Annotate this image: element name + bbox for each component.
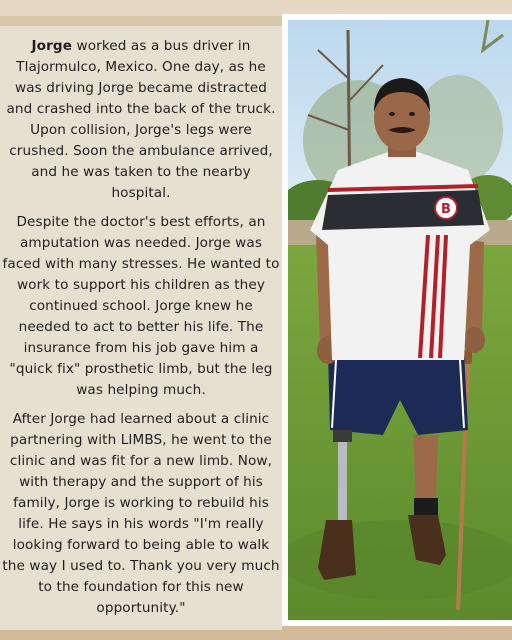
story-paragraph-1	[0, 36, 282, 204]
photo-frame	[282, 14, 512, 626]
story-paragraph-1-text: worked as a bus driver in Tlajormulco, Mexico. One day, as he was driving Jorge became distracted and crashed into the back of the truck. Upon collision, Jorge's legs were crushed. Soon the ambulance arrived, and he was taken to the nearby hospital.	[6, 38, 276, 201]
leg	[413, 435, 438, 500]
jersey-badge-letter: B	[441, 202, 451, 217]
photo-of-man-with-prosthetic-leg	[288, 20, 512, 620]
prosthetic-leg	[338, 435, 347, 525]
story-paragraph-2: Despite the doctor's best efforts, an amputation was needed. Jorge was faced with many stresses. He wanted to work to support his children as they continued school. Jorge knew he needed to act to better his life. The insurance from his job gave him a "quick fix" prosthetic limb, but the leg was helping much.	[2, 214, 280, 398]
jersey	[310, 152, 490, 360]
story-name: Jorge	[31, 38, 73, 54]
story-paragraph-3: After Jorge had learned about a clinic partnering with LIMBS, he went to the clinic and was fit for a new limb. Now, with therapy and the support of his family, Jorge is working to rebuild his life. He says in his words "I'm really looking forward to being able to walk the way I used to. Thank you very much to the foundation for this new opportunity."	[2, 411, 280, 616]
story-text-panel	[0, 26, 282, 630]
